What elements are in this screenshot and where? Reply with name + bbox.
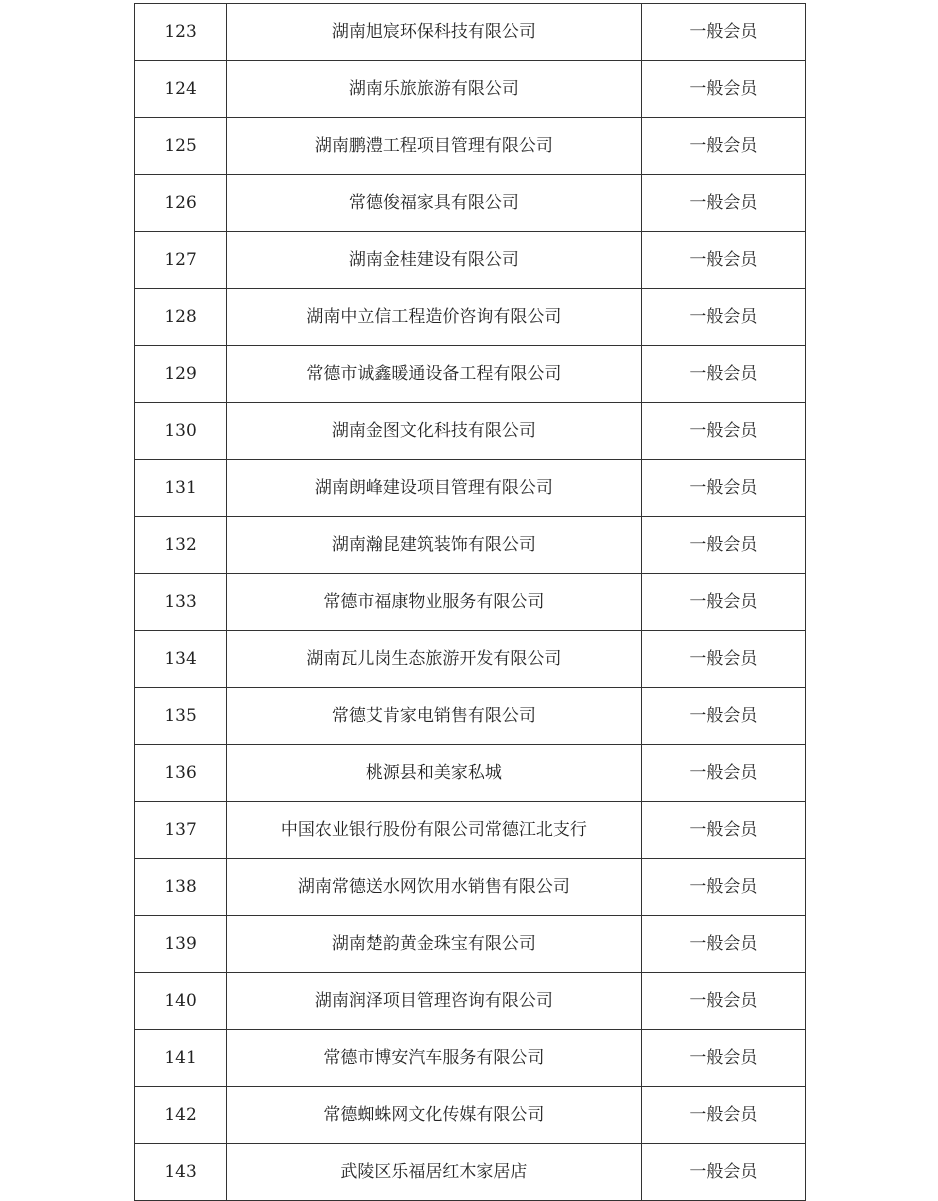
table-row (135, 1030, 806, 1087)
member-type: 一般会员 (641, 688, 805, 745)
member-company-name: 湖南旭宸环保科技有限公司 (227, 4, 642, 61)
table-row (135, 688, 806, 745)
member-company-name: 湖南楚韵黄金珠宝有限公司 (227, 916, 642, 973)
member-company-name: 湖南金图文化科技有限公司 (227, 403, 642, 460)
member-type: 一般会员 (641, 232, 805, 289)
member-type: 一般会员 (641, 4, 805, 61)
table-row (135, 289, 806, 346)
member-company-name: 湖南润泽项目管理咨询有限公司 (227, 973, 642, 1030)
table-row (135, 1087, 806, 1144)
table-row (135, 574, 806, 631)
member-number: 132 (135, 517, 227, 574)
table-row (135, 745, 806, 802)
member-company-name: 武陵区乐福居红木家居店 (227, 1144, 642, 1201)
member-number: 143 (135, 1144, 227, 1201)
member-type: 一般会员 (641, 973, 805, 1030)
member-type: 一般会员 (641, 289, 805, 346)
table-row (135, 232, 806, 289)
member-number: 134 (135, 631, 227, 688)
member-company-name: 常德蜘蛛网文化传媒有限公司 (227, 1087, 642, 1144)
table-row (135, 631, 806, 688)
member-number: 131 (135, 460, 227, 517)
member-type: 一般会员 (641, 118, 805, 175)
member-company-name: 湖南瀚昆建筑装饰有限公司 (227, 517, 642, 574)
member-number: 128 (135, 289, 227, 346)
member-type: 一般会员 (641, 631, 805, 688)
member-type: 一般会员 (641, 460, 805, 517)
member-company-name: 常德市诚鑫暖通设备工程有限公司 (227, 346, 642, 403)
member-type: 一般会员 (641, 346, 805, 403)
member-number: 138 (135, 859, 227, 916)
member-company-name: 湖南瓦儿岗生态旅游开发有限公司 (227, 631, 642, 688)
member-number: 129 (135, 346, 227, 403)
member-number: 142 (135, 1087, 227, 1144)
member-company-name: 湖南鹏澧工程项目管理有限公司 (227, 118, 642, 175)
table-row (135, 973, 806, 1030)
member-number: 137 (135, 802, 227, 859)
table-row (135, 460, 806, 517)
member-company-name: 湖南金桂建设有限公司 (227, 232, 642, 289)
table-row (135, 859, 806, 916)
table-row (135, 1144, 806, 1201)
member-company-name: 常德市博安汽车服务有限公司 (227, 1030, 642, 1087)
member-table (134, 3, 806, 1201)
member-number: 140 (135, 973, 227, 1030)
member-company-name: 中国农业银行股份有限公司常德江北支行 (227, 802, 642, 859)
table-row (135, 802, 806, 859)
member-number: 124 (135, 61, 227, 118)
table-row (135, 346, 806, 403)
table-row (135, 517, 806, 574)
member-table-body (135, 4, 806, 1201)
member-company-name: 常德俊福家具有限公司 (227, 175, 642, 232)
member-number: 127 (135, 232, 227, 289)
member-type: 一般会员 (641, 1087, 805, 1144)
member-company-name: 常德市福康物业服务有限公司 (227, 574, 642, 631)
member-number: 123 (135, 4, 227, 61)
member-type: 一般会员 (641, 802, 805, 859)
member-company-name: 湖南常德送水网饮用水销售有限公司 (227, 859, 642, 916)
member-number: 139 (135, 916, 227, 973)
member-type: 一般会员 (641, 403, 805, 460)
table-row (135, 61, 806, 118)
member-company-name: 湖南中立信工程造价咨询有限公司 (227, 289, 642, 346)
member-type: 一般会员 (641, 859, 805, 916)
member-company-name: 湖南朗峰建设项目管理有限公司 (227, 460, 642, 517)
member-number: 135 (135, 688, 227, 745)
member-type: 一般会员 (641, 916, 805, 973)
member-company-name: 桃源县和美家私城 (227, 745, 642, 802)
member-type: 一般会员 (641, 61, 805, 118)
member-number: 133 (135, 574, 227, 631)
member-number: 126 (135, 175, 227, 232)
member-type: 一般会员 (641, 175, 805, 232)
member-type: 一般会员 (641, 1144, 805, 1201)
table-row (135, 175, 806, 232)
member-number: 136 (135, 745, 227, 802)
table-row (135, 4, 806, 61)
table-row (135, 403, 806, 460)
member-number: 125 (135, 118, 227, 175)
member-type: 一般会员 (641, 1030, 805, 1087)
table-row (135, 118, 806, 175)
member-company-name: 常德艾肯家电销售有限公司 (227, 688, 642, 745)
member-type: 一般会员 (641, 745, 805, 802)
member-type: 一般会员 (641, 574, 805, 631)
table-row (135, 916, 806, 973)
member-number: 141 (135, 1030, 227, 1087)
member-number: 130 (135, 403, 227, 460)
member-type: 一般会员 (641, 517, 805, 574)
member-company-name: 湖南乐旅旅游有限公司 (227, 61, 642, 118)
